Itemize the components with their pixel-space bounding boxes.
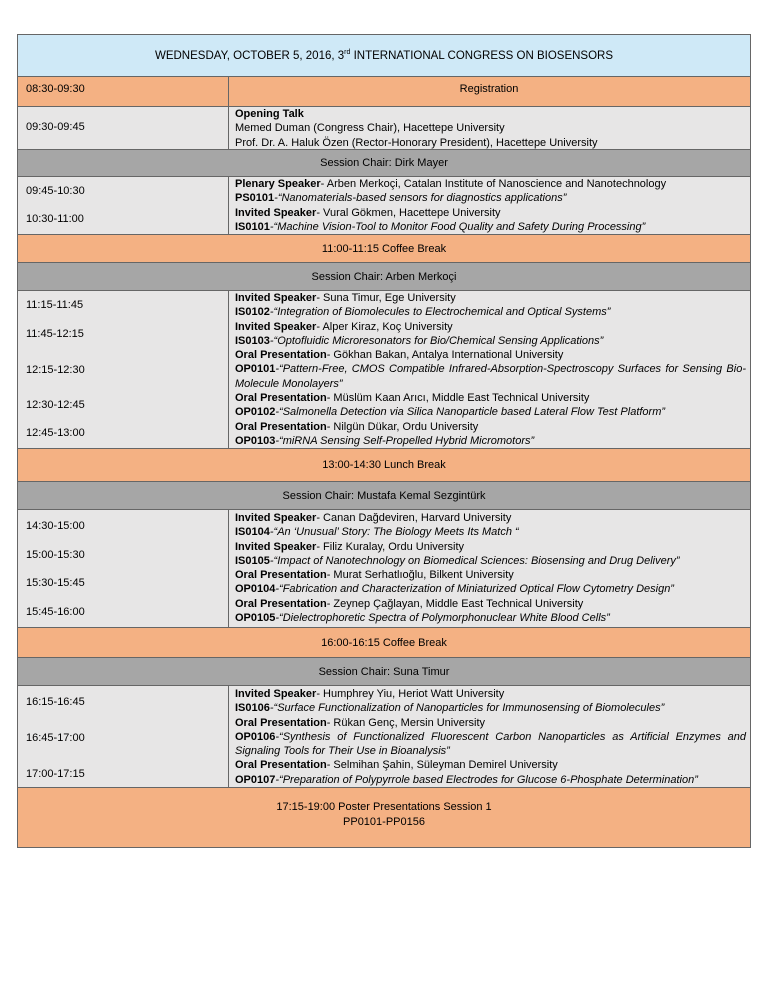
session-2-talks: Invited Speaker- Suna Timur, Ege University IS0102-“Integration of Biomolecules to Electrochemical and Optical Systems” Invited Speaker- Alper Kiraz, Koç University IS0103-“Optofluidic Microresonators for Bio/Chemical Sensing Applications” Oral Presentation- Gökhan Bakan, Antalya International University OP0101-“Pattern-Free, CMOS Compatible Infrared-Absorption-Spectroscopy Surfaces for Sensing Bio-Molecule Monolayers” Oral Presentation- Müslüm Kaan Arıcı, Middle East Technical University OP0102-“Salmonella Detection via Silica Nanoparticle based Lateral Flow Test Platform” Oral Presentation- Nilgün Dükar, Ordu University OP0103-“miRNA Sensing Self-Propelled Hybrid Micromotors” xyxy=(235,292,746,447)
session-time: 11:15-11:45 xyxy=(26,299,84,311)
session-1-block xyxy=(17,177,751,235)
session-2-chair: Session Chair: Arben Merkoçi xyxy=(17,263,751,291)
opening-time: 09:30-09:45 xyxy=(26,121,85,133)
opening-desc: Opening Talk Memed Duman (Congress Chair), Hacettepe University Prof. Dr. A. Haluk Özen (Rector-Honorary President), Hacettepe University xyxy=(235,108,598,149)
registration-row xyxy=(17,77,751,107)
poster-codes: PP0101-PP0156 xyxy=(343,816,425,828)
coffee-break-1: 11:00-11:15 Coffee Break xyxy=(17,235,751,263)
day-header-text: WEDNESDAY, OCTOBER 5, 2016, 3rd INTERNATIONAL CONGRESS ON BIOSENSORS xyxy=(154,48,614,62)
registration-time: 08:30-09:30 xyxy=(26,83,85,95)
session-3-talks: Invited Speaker- Canan Dağdeviren, Harvard University IS0104-“An ‘Unusual’ Story: The Biology Meets Its Match “ Invited Speaker- Filiz Kuralay, Ordu University IS0105-“Impact of Nanotechnology on Biomedical Sciences: Biosensing and Drug Delivery” Oral Presentation- Murat Serhatlıoğlu, Bilkent University OP0104-“Fabrication and Characterization of Miniaturized Optical Flow Cytometry Design” Oral Presentation- Zeynep Çağlayan, Middle East Technical University OP0105-“Dielectrophoretic Spectra of Polymorphonuclear White Blood Cells” xyxy=(235,512,680,625)
registration-label: Registration xyxy=(459,83,519,95)
session-2-block xyxy=(17,291,751,449)
session-time: 16:15-16:45 xyxy=(26,696,85,708)
talk-title: PS0101-“Nanomaterials-based sensors for diagnostics applications” xyxy=(235,192,567,205)
session-time: 14:30-15:00 xyxy=(26,520,85,532)
talk-speaker: Invited Speaker- Vural Gökmen, Hacettepe University xyxy=(235,206,501,219)
session-3-chair: Session Chair: Mustafa Kemal Sezgintürk xyxy=(17,482,751,510)
session-4-talks: Invited Speaker- Humphrey Yiu, Heriot Watt University IS0106-“Surface Functionalization of Nanoparticles for Immunosensing of Biomolecules” Oral Presentation- Rükan Genç, Mersin University OP0106-“Synthesis of Functionalized Fluorescent Carbon Nanoparticles as Artificial Enzymes and Signaling Tools for Their Use in Bioanalysis” Oral Presentation- Selmihan Şahin, Süleyman Demirel University OP0107-“Preparation of Polypyrrole based Electrodes for Glucose 6-Phosphate Determination” xyxy=(235,688,746,786)
session-4-block xyxy=(17,686,751,788)
session-time: 15:45-16:00 xyxy=(26,606,85,618)
lunch-break: 13:00-14:30 Lunch Break xyxy=(17,449,751,482)
session-time: 12:45-13:00 xyxy=(26,427,85,439)
session-time: 12:15-12:30 xyxy=(26,364,85,376)
talk-title: IS0101-“Machine Vision-Tool to Monitor Food Quality and Safety During Processing” xyxy=(235,220,646,233)
session-time: 10:30-11:00 xyxy=(26,213,84,225)
session-3-block xyxy=(17,510,751,628)
session-time: 17:00-17:15 xyxy=(26,768,85,780)
coffee-break-2: 16:00-16:15 Coffee Break xyxy=(17,628,751,658)
day-header xyxy=(17,34,751,77)
poster-session xyxy=(17,788,751,848)
session-time: 15:00-15:30 xyxy=(26,549,85,561)
talk-speaker: Plenary Speaker- Arben Merkoçi, Catalan Institute of Nanoscience and Nanotechnology xyxy=(235,178,667,190)
session-time: 12:30-12:45 xyxy=(26,399,85,411)
session-time: 16:45-17:00 xyxy=(26,732,85,744)
poster-session-title: 17:15-19:00 Poster Presentations Session 1 xyxy=(276,801,492,813)
session-4-chair: Session Chair: Suna Timur xyxy=(17,658,751,686)
opening-row xyxy=(17,107,751,150)
session-time: 15:30-15:45 xyxy=(26,577,85,589)
session-1-talks xyxy=(235,177,746,234)
session-time: 11:45-12:15 xyxy=(26,328,84,340)
session-time: 09:45-10:30 xyxy=(26,185,85,197)
session-1-chair: Session Chair: Dirk Mayer xyxy=(17,150,751,177)
